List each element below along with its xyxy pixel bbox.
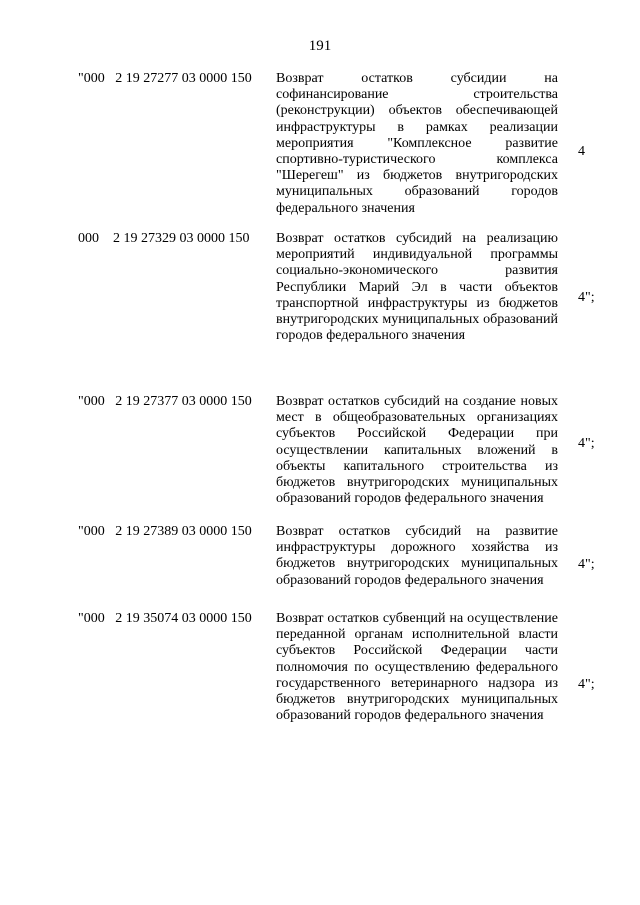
row-description: Возврат остатков субсидий на создание новых мест в общеобразовательных организациях субъектов Российской Федерации при осуществлении капитальных вложений в объекты капитального строительства из бюджетов внутригородских муниципальных образований городов федерального значения	[276, 394, 558, 507]
row-value: 4";	[578, 290, 595, 305]
budget-code: "000 2 19 27389 03 0000 150	[78, 524, 252, 539]
row-value: 4";	[578, 677, 595, 692]
row-value: 4";	[578, 557, 595, 572]
budget-code: "000 2 19 27377 03 0000 150	[78, 394, 252, 409]
row-description: Возврат остатков субсидий на реализацию мероприятий индивидуальной программы социально-экономического развития Республики Марий Эл в части объектов транспортной инфраструктуры из бюджетов внутригородских муниципальных образований городов федерального значения	[276, 231, 558, 344]
page-number: 191	[308, 38, 332, 54]
budget-code: "000 2 19 35074 03 0000 150	[78, 611, 252, 626]
row-description: Возврат остатков субсидии на софинансирование строительства (реконструкции) объектов обеспечивающей инфраструктуры в рамках реализации мероприятия "Комплексное развитие спортивно-туристического комплекса "Шерегеш" из бюджетов внутригородских муниципальных образований городов федерального значения	[276, 71, 558, 216]
row-description: Возврат остатков субвенций на осуществление переданной органам исполнительной власти субъектов Российской Федерации части полномочия по осуществлению федерального государственного ветеринарного надзора из бюджетов внутригородских муниципальных образований городов федерального значения	[276, 611, 558, 724]
budget-code: 000 2 19 27329 03 0000 150	[78, 231, 250, 246]
row-description: Возврат остатков субсидий на развитие инфраструктуры дорожного хозяйства из бюджетов внутригородских муниципальных образований городов федерального значения	[276, 524, 558, 588]
budget-code: "000 2 19 27277 03 0000 150	[78, 71, 252, 86]
row-value: 4	[578, 144, 585, 159]
row-value: 4";	[578, 436, 595, 451]
